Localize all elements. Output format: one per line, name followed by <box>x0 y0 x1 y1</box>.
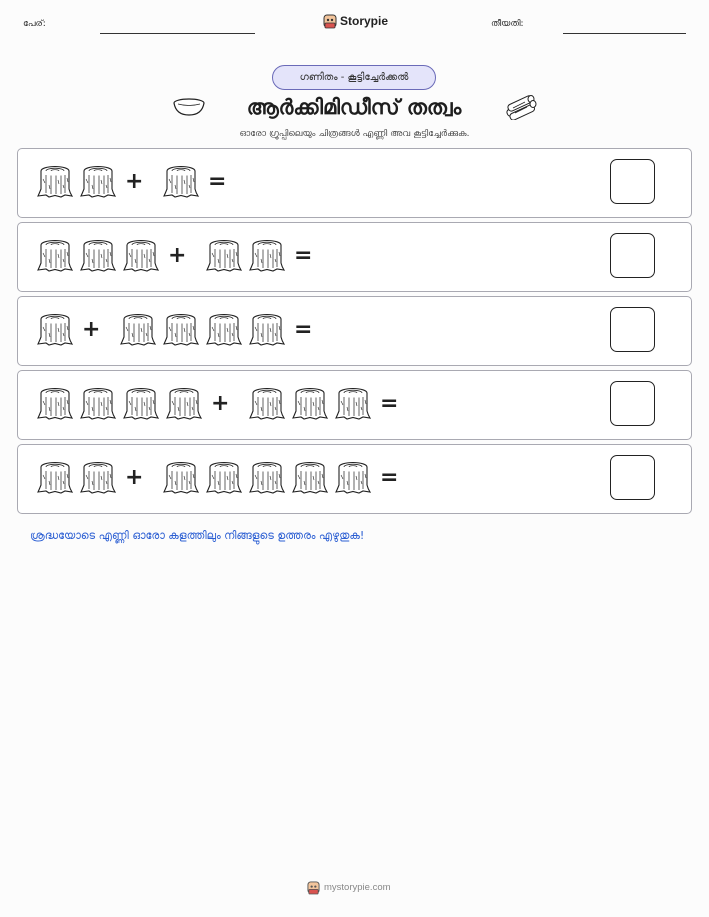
tree-stump-icon <box>206 461 242 495</box>
tree-stump-icon <box>166 387 202 421</box>
problem-row <box>17 444 692 514</box>
storypie-mascot-icon <box>323 13 337 29</box>
wood-bundle-icon <box>503 94 537 120</box>
tree-stump-icon <box>335 387 371 421</box>
tree-stump-icon <box>249 387 285 421</box>
problem-row <box>17 222 692 292</box>
equals-sign: = <box>294 243 313 268</box>
page-title: ആർക്കിമിഡീസ് തത്വം <box>246 95 462 119</box>
title-row <box>0 92 709 122</box>
tree-stump-icon <box>163 313 199 347</box>
answer-box[interactable] <box>610 381 655 426</box>
tree-stump-icon <box>292 387 328 421</box>
brand-logo <box>323 13 388 29</box>
plus-sign: + <box>168 243 187 268</box>
tree-stump-icon <box>37 313 73 347</box>
tree-stump-icon <box>80 165 116 199</box>
tree-stump-icon <box>206 313 242 347</box>
problem-row <box>17 148 692 218</box>
answer-box[interactable] <box>610 455 655 500</box>
tree-stump-icon <box>80 239 116 273</box>
tree-stump-icon <box>163 461 199 495</box>
answer-box[interactable] <box>610 307 655 352</box>
date-line[interactable] <box>563 33 686 34</box>
name-label: പേര്: <box>23 19 46 29</box>
footer-note: ശ്രദ്ധയോടെ എണ്ണി ഓരോ കളത്തിലും നിങ്ങളുടെ ഉത്തരം എഴുതുക! <box>30 529 365 542</box>
plus-sign: + <box>82 317 101 342</box>
date-label: തീയതി: <box>491 19 524 29</box>
tree-stump-icon <box>249 461 285 495</box>
website-url: mystorypie.com <box>324 882 391 893</box>
tree-stump-icon <box>37 461 73 495</box>
tree-stump-icon <box>120 313 156 347</box>
equals-sign: = <box>380 465 399 490</box>
site-footer <box>307 880 391 895</box>
storypie-mascot-icon <box>307 880 320 895</box>
brand-name: Storypie <box>340 14 389 28</box>
equals-sign: = <box>208 169 227 194</box>
name-line[interactable] <box>100 33 255 34</box>
bowl-icon <box>172 96 206 118</box>
equals-sign: = <box>294 317 313 342</box>
answer-box[interactable] <box>610 159 655 204</box>
tree-stump-icon <box>249 313 285 347</box>
answer-box[interactable] <box>610 233 655 278</box>
plus-sign: + <box>211 391 230 416</box>
tree-stump-icon <box>37 165 73 199</box>
problem-row <box>17 296 692 366</box>
subject-badge: ഗണിതം - കൂട്ടിച്ചേർക്കൽ <box>272 65 436 90</box>
instruction-text: ഓരോ ഗ്രൂപ്പിലെയും ചിത്രങ്ങൾ എണ്ണി അവ കൂട്ടിച്ചേർക്കുക. <box>239 129 470 139</box>
tree-stump-icon <box>249 239 285 273</box>
tree-stump-icon <box>80 387 116 421</box>
tree-stump-icon <box>37 239 73 273</box>
plus-sign: + <box>125 169 144 194</box>
tree-stump-icon <box>37 387 73 421</box>
tree-stump-icon <box>123 239 159 273</box>
tree-stump-icon <box>335 461 371 495</box>
tree-stump-icon <box>163 165 199 199</box>
tree-stump-icon <box>123 387 159 421</box>
plus-sign: + <box>125 465 144 490</box>
problem-row <box>17 370 692 440</box>
tree-stump-icon <box>292 461 328 495</box>
equals-sign: = <box>380 391 399 416</box>
tree-stump-icon <box>206 239 242 273</box>
tree-stump-icon <box>80 461 116 495</box>
